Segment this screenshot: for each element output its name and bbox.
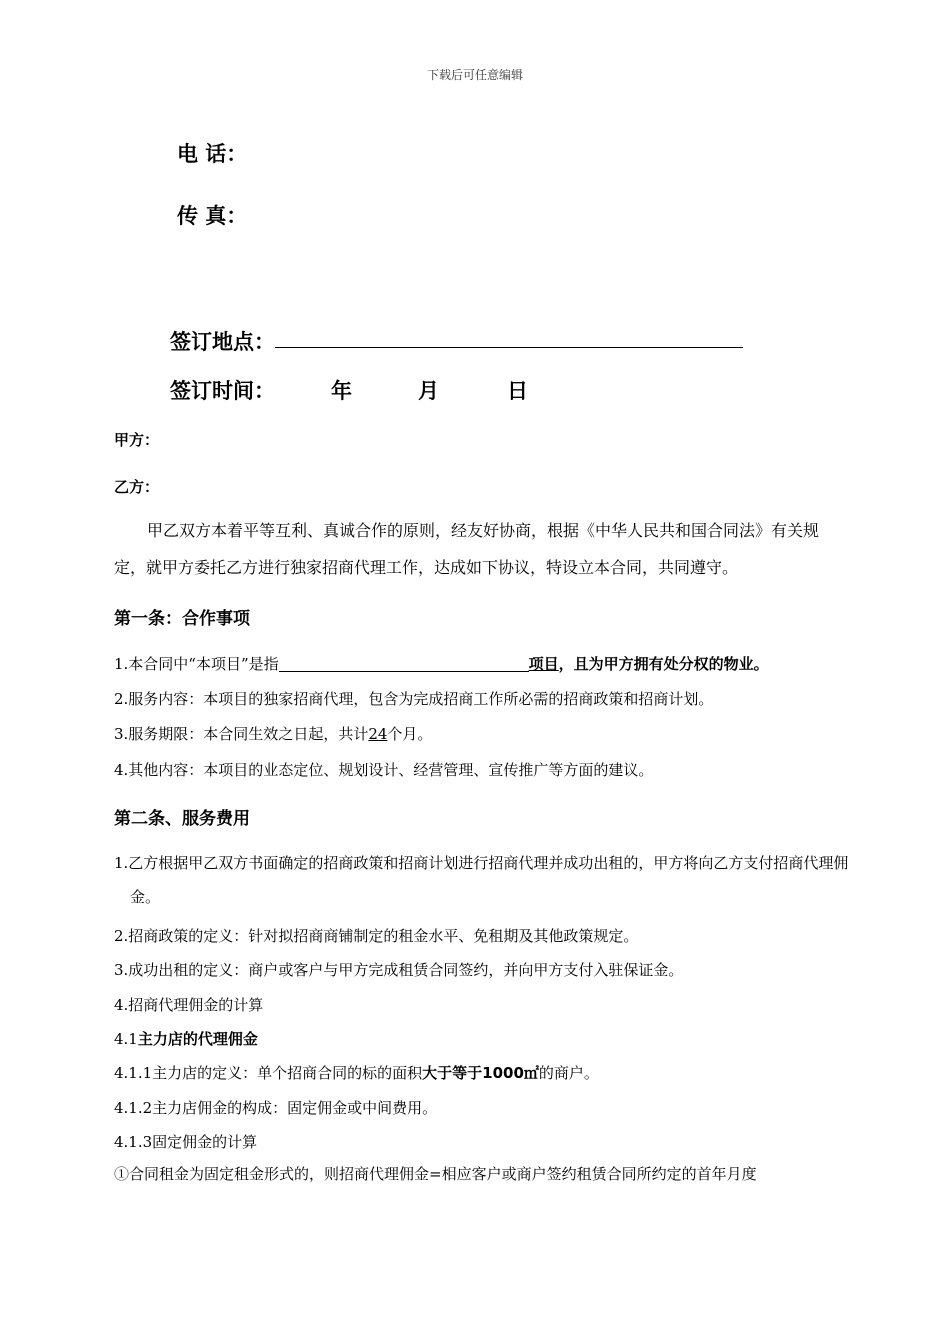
article2-item41-text: 主力店的代理佣金 bbox=[137, 1030, 258, 1048]
article2-item412: 4.1.2主力店佣金的构成：固定佣金或中间费用。 bbox=[114, 1099, 438, 1117]
article1-item4: 4.其他内容：本项目的业态定位、规划设计、经营管理、宣传推广等方面的建议。 bbox=[114, 761, 654, 779]
article1-item1-underlined: 项目 bbox=[528, 655, 559, 673]
article1-item1-suffix: ，且为甲方拥有处分权的物业。 bbox=[558, 655, 769, 673]
article2-item411 bbox=[114, 1062, 599, 1083]
article1-title: 第一条：合作事项 bbox=[114, 609, 250, 629]
article1-item2: 2.服务内容：本项目的独家招商代理，包含为完成招商工作所必需的招商政策和招商计划。 bbox=[114, 690, 714, 708]
article2-item411-prefix: 4.1.1主力店的定义：单个招商合同的标的面积 bbox=[114, 1064, 423, 1082]
article2-item411-bold: 大于等于1000㎡ bbox=[422, 1064, 539, 1082]
article2-item-circle1: ①合同租金为固定租金形式的，则招商代理佣金=相应客户或商户签约租赁合同所约定的首年月度 bbox=[114, 1165, 757, 1183]
article1-item1-prefix: 1.本合同中“本项目”是指 bbox=[114, 655, 279, 673]
article2-item2: 2.招商政策的定义：针对拟招商商铺制定的租金水平、免租期及其他政策规定。 bbox=[114, 927, 639, 945]
phone-label: 电 话： bbox=[177, 142, 248, 166]
article2-item4: 4.招商代理佣金的计算 bbox=[114, 996, 264, 1014]
sign-time-label: 签订时间： bbox=[170, 379, 275, 403]
article2-item41 bbox=[114, 1028, 258, 1049]
article2-item1: 1.乙方根据甲乙双方书面确定的招商政策和招商计划进行招商代理并成功出租的，甲方将向乙方支付招商代理佣金。 bbox=[114, 854, 849, 906]
page-header: 下载后可任意编辑 bbox=[426, 68, 523, 82]
article2-item41-num: 4.1 bbox=[114, 1030, 138, 1048]
article2-item3: 3.成功出租的定义：商户或客户与甲方完成租赁合同签约，并向甲方支付入驻保证金。 bbox=[114, 961, 684, 979]
project-name-blank bbox=[279, 654, 529, 672]
article2-title: 第二条、服务费用 bbox=[114, 809, 250, 829]
sign-year: 年 bbox=[331, 379, 352, 403]
article1-item3-months: 24 bbox=[368, 725, 388, 743]
sign-place-line bbox=[275, 347, 743, 348]
fax-label: 传 真： bbox=[177, 204, 248, 228]
article2-item413: 4.1.3固定佣金的计算 bbox=[114, 1133, 258, 1151]
sign-month: 月 bbox=[418, 379, 439, 403]
article1-item3 bbox=[114, 723, 432, 744]
intro-paragraph: 甲乙双方本着平等互利、真诚合作的原则，经友好协商，根据《中华人民共和国合同法》有关规定，就甲方委托乙方进行独家招商代理工作，达成如下协议，特设立本合同，共同遵守。 bbox=[114, 521, 820, 577]
party-b: 乙方： bbox=[114, 478, 160, 496]
article2-item411-suffix: 的商户。 bbox=[538, 1064, 599, 1082]
party-a: 甲方： bbox=[114, 431, 160, 449]
article1-item3-suffix: 个月。 bbox=[387, 725, 433, 743]
article1-item1 bbox=[114, 653, 769, 674]
sign-place-label: 签订地点： bbox=[170, 330, 275, 354]
sign-day: 日 bbox=[507, 379, 528, 403]
article1-item3-prefix: 3.服务期限：本合同生效之日起，共计 bbox=[114, 725, 369, 743]
